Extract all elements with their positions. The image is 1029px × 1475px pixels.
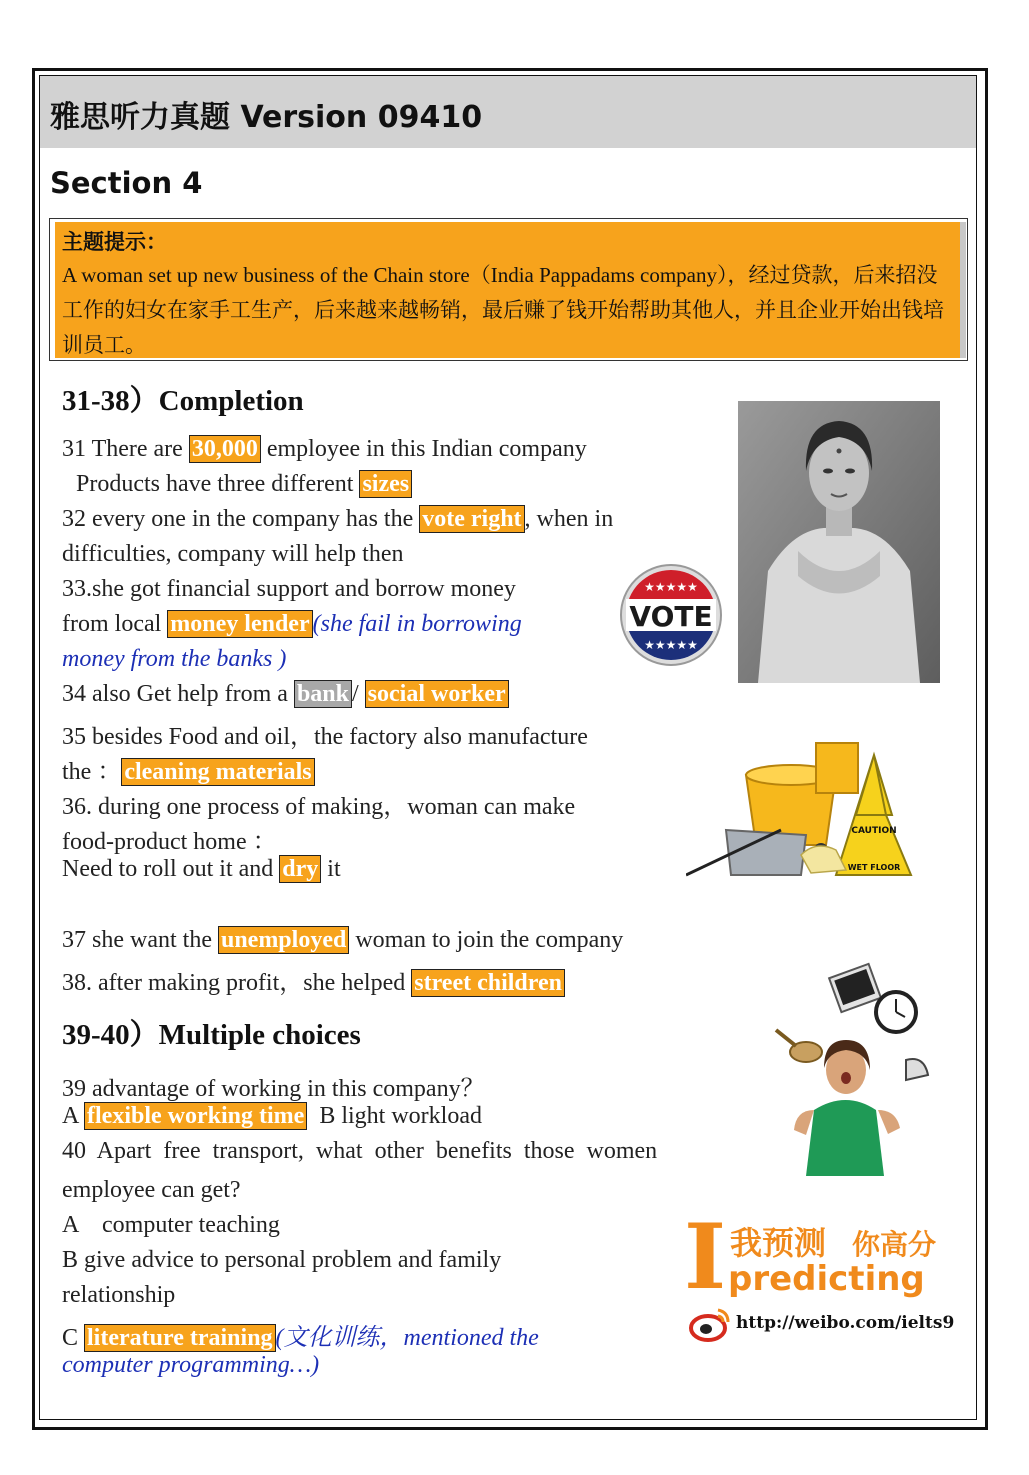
wet-floor-text: WET FLOOR — [847, 863, 901, 872]
q40c-note-cont: computer programming…) — [62, 1352, 320, 1378]
vote-badge-image — [618, 563, 724, 667]
answer-dry: dry — [279, 855, 321, 883]
q40-option-b: B give advice to personal problem and family — [62, 1247, 502, 1273]
answer-30000: 30,000 — [189, 435, 261, 463]
q36c-line — [62, 856, 341, 883]
multiple-heading: 39-40）Multiple choices — [62, 1019, 361, 1051]
juggling-woman-image — [766, 960, 944, 1176]
q39-b: B light workload — [307, 1103, 482, 1129]
logo-text-2: 你高分 — [852, 1228, 937, 1261]
answer-sizes: sizes — [359, 470, 412, 498]
q35-line: 35 besides Food and oil，the factory also manufacture — [62, 724, 588, 750]
q40-line: 40 Apart free transport, what other benefits those women — [62, 1138, 658, 1164]
answer-money-lender: money lender — [167, 610, 312, 638]
q38-line — [62, 962, 565, 997]
q38-pre: 38. after making profit，she helped — [62, 970, 412, 996]
weibo-icon — [688, 1304, 732, 1344]
q36-line: 36. during one process of making，woman can make — [62, 794, 576, 820]
q34-line — [62, 681, 509, 708]
q31b-line — [76, 471, 412, 498]
q32-pre: 32 every one in the company has the — [62, 506, 420, 532]
topic-label: 主题提示： — [62, 230, 167, 254]
q40-option-c — [62, 1317, 539, 1352]
answer-street-children: street children — [411, 969, 565, 997]
page-title: 雅思听力真题 Version 09410 — [50, 100, 483, 135]
weibo-url: http://weibo.com/ielts9 — [736, 1313, 955, 1333]
answer-cleaning-materials: cleaning materials — [121, 758, 314, 786]
svg-text:★★★★★: ★★★★★ — [644, 580, 698, 594]
q33-note: (she fail in borrowing — [312, 611, 522, 637]
q39-a-pre: A — [62, 1103, 85, 1129]
answer-vote-right: vote right — [419, 505, 524, 533]
q36c-post: it — [321, 856, 341, 882]
q33b-pre: from local — [62, 611, 168, 637]
logo-text-1: 我预测 — [730, 1224, 827, 1262]
q31-post: employee in this Indian company — [260, 436, 587, 462]
answer-bank: bank — [294, 680, 352, 708]
q34-pre: 34 also Get help from a — [62, 681, 294, 707]
cleaning-supplies-image — [686, 735, 926, 879]
q40-option-a: A computer teaching — [62, 1212, 280, 1238]
answer-social-worker: social worker — [365, 680, 509, 708]
q37-pre: 37 she want the — [62, 927, 218, 953]
q33b-line — [62, 611, 522, 638]
topic-text: A woman set up new business of the Chain store（India Pappadams company），经过贷款，后来招没工作的妇女在家手工生产，后来越来越畅销，最后赚了钱开始帮助其他人，并且企业开始出钱培训员工。 — [62, 263, 944, 357]
section-heading: Section 4 — [50, 166, 203, 200]
q35b-line — [62, 751, 315, 786]
logo-graphic — [682, 1204, 950, 1300]
q40b-line: employee can get? — [62, 1177, 241, 1203]
answer-literature-training: literature training — [84, 1324, 276, 1352]
q32-line — [62, 506, 613, 533]
q33c-line: money from the banks ) — [62, 646, 287, 672]
q34-sep: / — [351, 681, 365, 707]
vote-text: VOTE — [629, 600, 713, 633]
q40-option-b-cont: relationship — [62, 1282, 176, 1308]
predicting-logo — [682, 1204, 950, 1300]
q33-line: 33.she got financial support and borrow money — [62, 576, 516, 602]
q40c-pre: C — [62, 1325, 85, 1351]
answer-flexible-working-time: flexible working time — [84, 1102, 307, 1130]
q39-options — [62, 1103, 482, 1130]
q32b-line: difficulties, company will help then — [62, 541, 404, 567]
logo-brand: predicting — [728, 1259, 925, 1299]
q37-line — [62, 927, 623, 954]
q35b-pre: the ： — [62, 759, 122, 785]
svg-text:★★★★★: ★★★★★ — [644, 638, 698, 652]
topic-shadow — [960, 222, 966, 358]
q36c-pre: Need to roll out it and — [62, 856, 280, 882]
q32-post: , when in — [524, 506, 614, 532]
q36b-line: food-product home ： — [62, 829, 277, 855]
q40c-note: (文化训练，mentioned the — [275, 1325, 539, 1351]
answer-unemployed: unemployed — [218, 926, 349, 954]
q31b-pre: Products have three different — [76, 471, 360, 497]
logo-big-i: I — [684, 1204, 727, 1300]
q37-post: woman to join the company — [349, 927, 624, 953]
q31-line — [62, 436, 587, 463]
q39-line: 39 advantage of working in this company？ — [62, 1076, 485, 1102]
completion-heading: 31-38）Completion — [62, 385, 304, 417]
q31-pre: 31 There are — [62, 436, 189, 462]
woman-portrait-image — [738, 401, 940, 683]
caution-sign-text: CAUTION — [851, 826, 897, 836]
